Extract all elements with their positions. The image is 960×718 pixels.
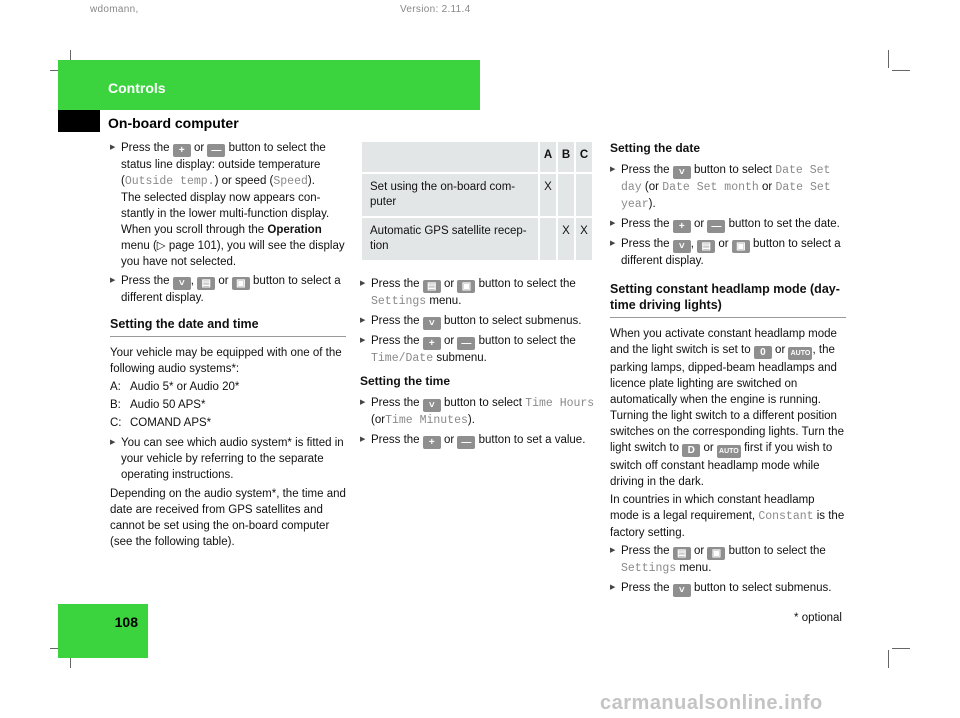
plus-icon: + [173, 144, 191, 157]
auto-light-icon: AUTO [788, 347, 812, 360]
system-a: A: Audio 5* or Audio 20* [110, 381, 240, 393]
section-title: Controls [108, 80, 166, 96]
table-header-row [361, 141, 593, 173]
up-box-icon: ▤ [673, 547, 691, 560]
plus-icon: + [423, 436, 441, 449]
up-box-icon: ▤ [423, 280, 441, 293]
bullet-settings-menu: ▶ Press the ▤ or ▣ button to select the Settings menu. [610, 543, 846, 577]
down-arrow-icon: ˅ [423, 317, 441, 330]
up-box-icon: ▤ [197, 277, 215, 290]
down-box-icon: ▣ [232, 277, 250, 290]
bullet-submenus: ▶ Press the ˅ button to select submenus. [360, 313, 596, 330]
up-box-icon: ▤ [697, 240, 715, 253]
page-number: 108 [114, 614, 138, 630]
heading-headlamp-mode: Setting constant headlamp mode (day-time driving lights) [610, 281, 846, 318]
headlamp-paragraph: When you activate constant headlamp mode and the light switch is set to 0 or AUTO , the parking lamps, dipped-beam headlamps and licence plate lighting are switched on automatically when the engine is running. Turning the light switch to a different position switches on the corresponding lights. Turn the light switch to D or AUTO first if you wish to switch off constant headlamp mode while driving in the dark. [610, 328, 844, 488]
bullet-time-hours: ▶ Press the ˅ button to select Time Hours (orTime Minutes). [360, 395, 596, 429]
auto-light-icon: AUTO [717, 445, 741, 458]
subsection-title: On-board computer [108, 115, 239, 131]
bullet-time-date: ▶ Press the + or — button to select the Time/Date submenu. [360, 333, 596, 367]
bullet-set-date: ▶ Press the + or — button to set the date. [610, 216, 846, 233]
column-middle [360, 140, 596, 452]
gps-paragraph: Depending on the audio system*, the time and date are received from GPS satellites and cannot be set using the on-board computer (see the following table). [110, 488, 346, 548]
column-right [610, 140, 846, 600]
minus-icon: — [707, 220, 725, 233]
footnote: * optional [794, 612, 842, 624]
down-box-icon: ▣ [707, 547, 725, 560]
audio-system-table [360, 140, 594, 262]
table-row: Automatic GPS satellite recep-tion X X [361, 217, 593, 261]
page-number-bar [58, 604, 148, 658]
system-c: C: COMAND APS* [110, 417, 212, 429]
heading-setting-time: Setting the time [360, 374, 451, 388]
table-row: Set using the on-board com-puter X [361, 173, 593, 217]
plus-icon: + [673, 220, 691, 233]
table-header: A [539, 141, 557, 173]
bullet-status-line: ▶ Press the + or — button to select the status line display: outside temperature (Outside temp.) or speed (Speed). The selected display now appears con-stantly in the lower multi-function display. When you scroll through the Operation menu (▷ page 101), you will see the display you have not selected. [110, 140, 346, 270]
down-box-icon: ▣ [732, 240, 750, 253]
down-box-icon: ▣ [457, 280, 475, 293]
dipped-beam-icon: D [682, 444, 700, 457]
down-arrow-icon: ˅ [673, 584, 691, 597]
bullet-audio-system: ▶ You can see which audio system* is fitted in your vehicle by referring to the separate operating instructions. [110, 435, 346, 483]
bullet-date-set: ▶ Press the ˅ button to select Date Set day (or Date Set month or Date Set year). [610, 162, 846, 213]
column-left [110, 140, 346, 552]
minus-icon: — [457, 436, 475, 449]
watermark: carmanualsonline.info [600, 692, 823, 714]
down-arrow-icon: ˅ [423, 399, 441, 412]
heading-setting-date: Setting the date [610, 141, 701, 155]
legal-paragraph: In countries in which constant headlamp mode is a legal requirement, Constant is the factory setting. [610, 494, 845, 539]
bullet-settings-menu: ▶ Press the ▤ or ▣ button to select the Settings menu. [360, 276, 596, 310]
minus-icon: — [457, 337, 475, 350]
bullet-set-value: ▶ Press the + or — button to set a value. [360, 432, 596, 449]
plus-icon: + [423, 337, 441, 350]
minus-icon: — [207, 144, 225, 157]
top-note-right: Version: 2.11.4 [400, 4, 471, 15]
header-marker [58, 110, 100, 132]
bullet-select-display: ▶ Press the ˅ , ▤ or ▣ button to select a different display. [110, 273, 346, 306]
system-b: B: Audio 50 APS* [110, 399, 206, 411]
intro-paragraph: Your vehicle may be equipped with one of the following audio systems*: [110, 347, 342, 375]
table-header: C [575, 141, 593, 173]
light-off-icon: 0 [754, 346, 772, 359]
top-note-left: wdomann, [90, 4, 139, 15]
bullet-select-display: ▶ Press the ˅ , ▤ or ▣ button to select a different display. [610, 236, 846, 269]
bullet-submenus: ▶ Press the ˅ button to select submenus. [610, 580, 846, 597]
down-arrow-icon: ˅ [173, 277, 191, 290]
table-header: B [557, 141, 575, 173]
down-arrow-icon: ˅ [673, 166, 691, 179]
down-arrow-icon: ˅ [673, 240, 691, 253]
heading-date-time: Setting the date and time [110, 316, 346, 337]
